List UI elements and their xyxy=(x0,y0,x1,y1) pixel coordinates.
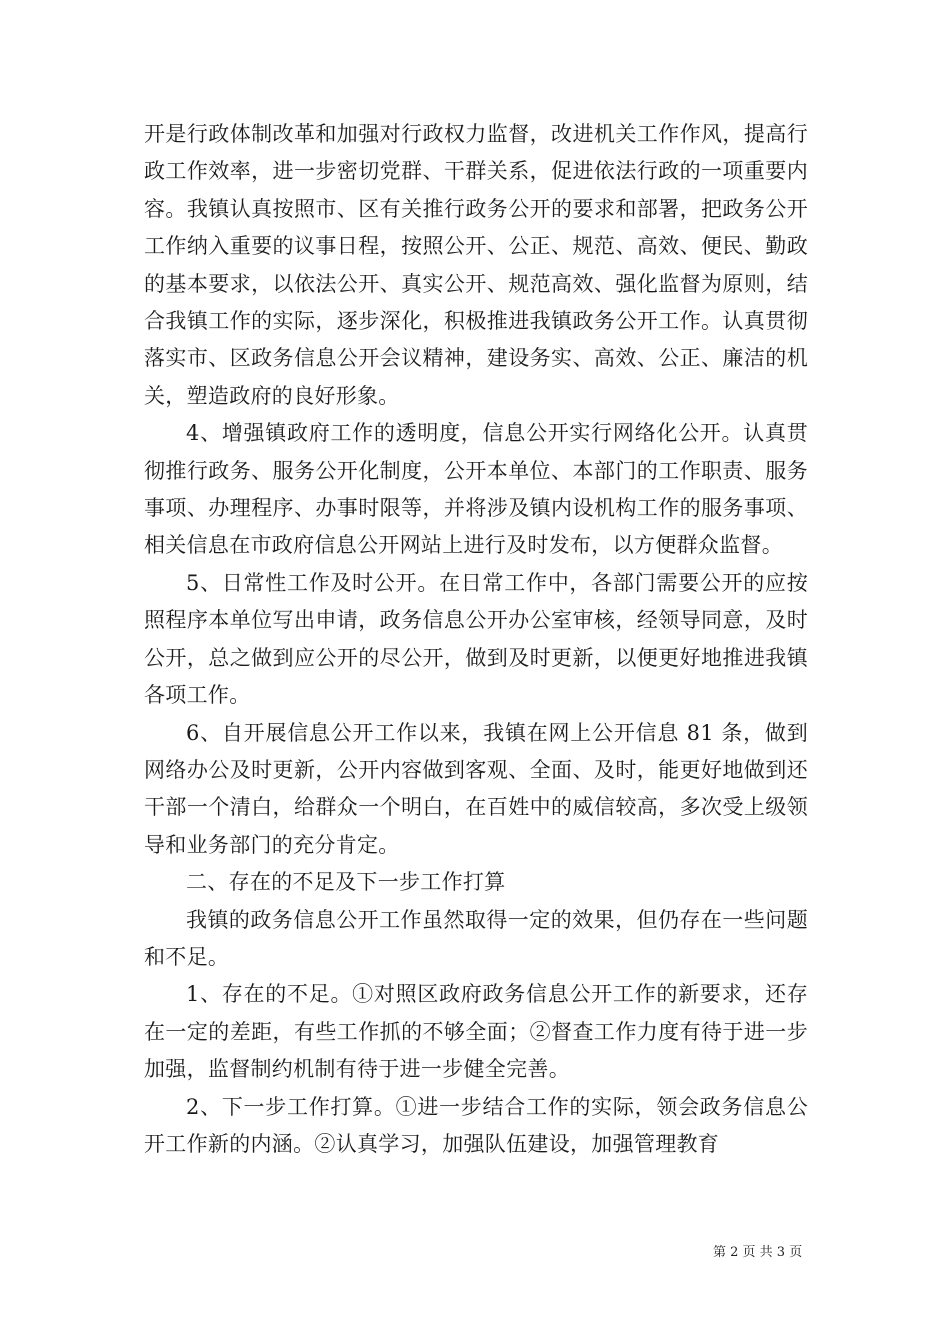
section-heading-2: 二、存在的不足及下一步工作打算 xyxy=(186,870,506,895)
paragraph-item-5: 5、日常性工作及时公开。在日常工作中，各部门需要公开的应按照程序本单位写出申请，政务信息公开办公室审核，经领导同意，及时公开，总之做到应公开的尽公开，做到及时更新，以便更好地推进我镇各项工作。 xyxy=(144,570,808,708)
paragraph-next-steps: 2、下一步工作打算。①进一步结合工作的实际，领会政务信息公开工作新的内涵。②认真学习，加强队伍建设，加强管理教育 xyxy=(144,1094,808,1156)
paragraph-item-4: 4、增强镇政府工作的透明度，信息公开实行网络化公开。认真贯彻推行政务、服务公开化制度，公开本单位、本部门的工作职责、服务事项、办理程序、办事时限等，并将涉及镇内设机构工作的服务事项、相关信息在市政府信息公开网站上进行及时发布，以方便群众监督。 xyxy=(144,421,808,558)
paragraph-item-6: 6、自开展信息公开工作以来，我镇在网上公开信息 81 条，做到网络办公及时更新，公开内容做到客观、全面、及时，能更好地做到还干部一个清白，给群众一个明白，在百姓中的威信较高，多次受上级领导和业务部门的充分肯定。 xyxy=(144,720,808,857)
paragraph-shortcomings: 1、存在的不足。①对照区政府政务信息公开工作的新要求，还存在一定的差距，有些工作抓的不够全面；②督查工作力度有待于进一步加强，监督制约机制有待于进一步健全完善。 xyxy=(144,982,808,1082)
paragraph-shortcomings-intro: 我镇的政务信息公开工作虽然取得一定的效果，但仍存在一些问题和不足。 xyxy=(144,907,808,969)
page-number-footer: 第 2 页 共 3 页 xyxy=(713,1245,803,1260)
paragraph-continued-intro: 开是行政体制改革和加强对行政权力监督，改进机关工作作风，提高行政工作效率，进一步密切党群、干群关系，促进依法行政的一项重要内容。我镇认真按照市、区有关推行政务公开的要求和部署，把政务公开工作纳入重要的议事日程，按照公开、公正、规范、高效、便民、勤政的基本要求，以依法公开、真实公开、规范高效、强化监督为原则，结合我镇工作的实际，逐步深化，积极推进我镇政务公开工作。认真贯彻落实市、区政务信息公开会议精神，建设务实、高效、公正、廉洁的机关，塑造政府的良好形象。 xyxy=(144,122,808,408)
document-body xyxy=(144,116,808,1163)
